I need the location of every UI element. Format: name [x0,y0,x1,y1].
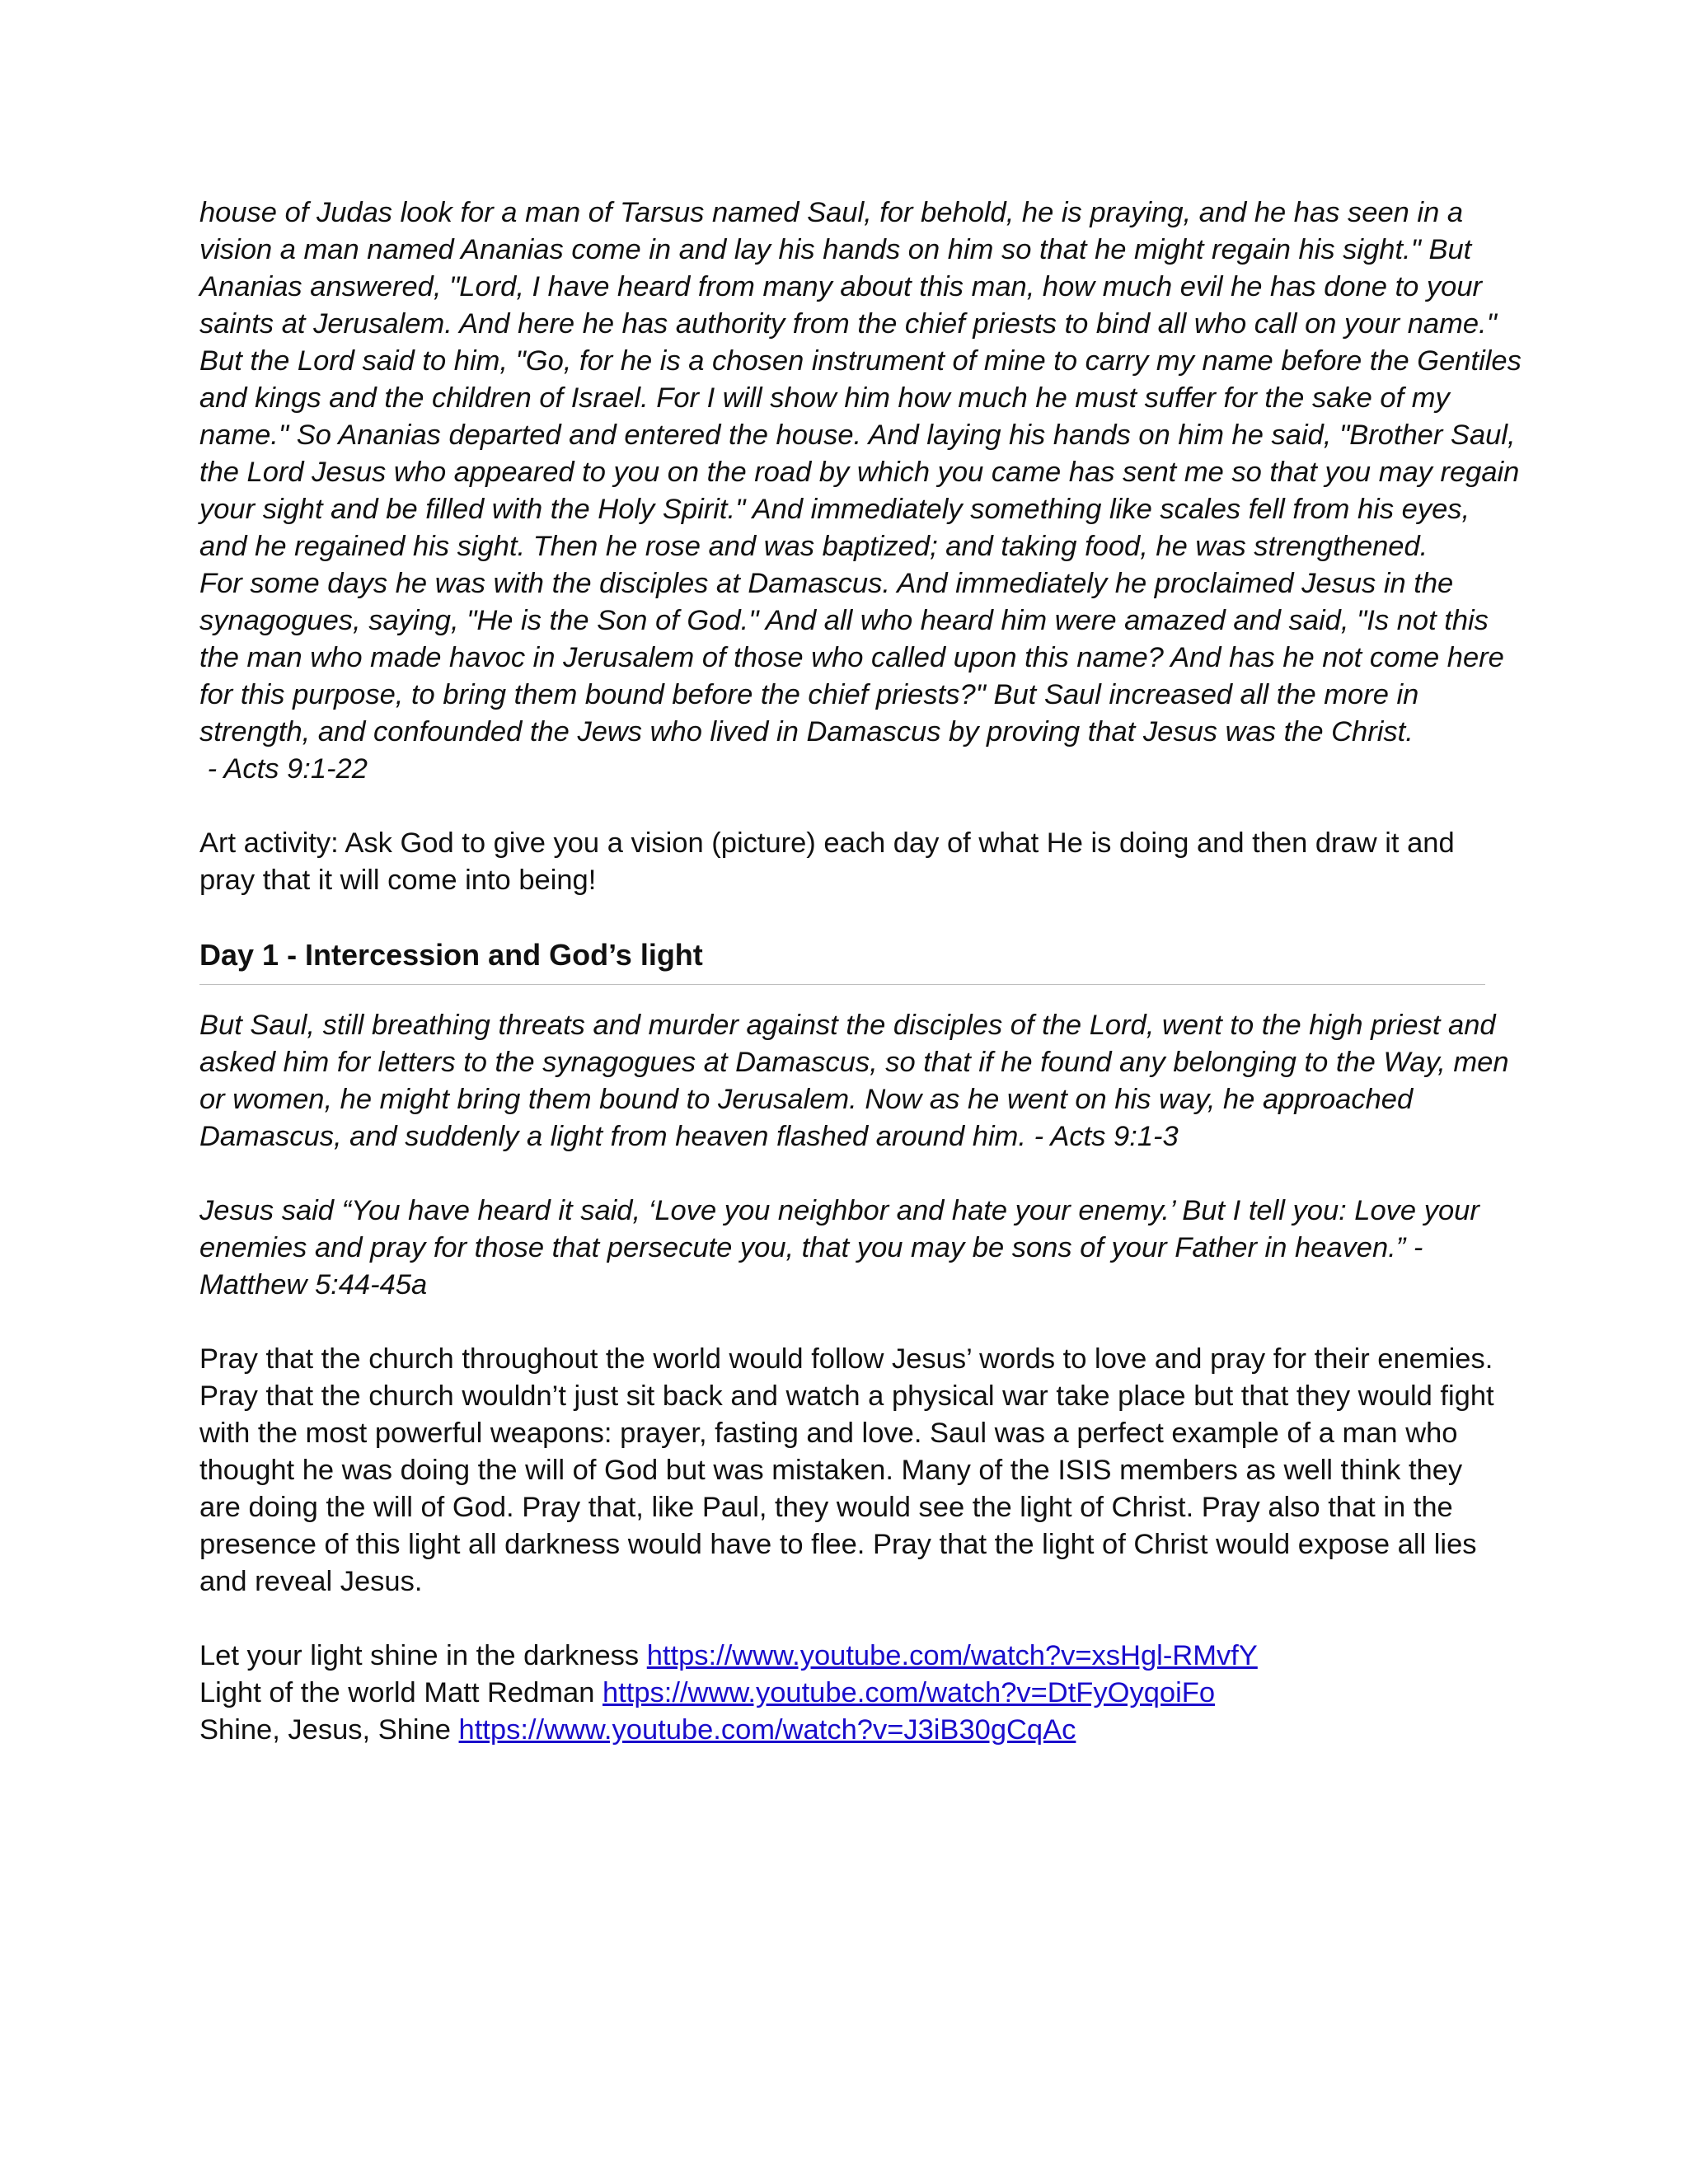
text-line: Matthew 5:44-45a [199,1269,428,1301]
text-line: thought he was doing the will of God but was mistaken. Many of the ISIS members as well think they [199,1455,1463,1486]
scripture-matthew [199,1193,1485,1304]
text-line: strength, and confounded the Jews who lived in Damascus by proving that Jesus was the Christ. [199,716,1414,748]
song-link[interactable]: https://www.youtube.com/watch?v=xsHgl-RMvfY [646,1640,1258,1671]
text-line: synagogues, saying, "He is the Son of God." And all who heard him were amazed and said, "Is not this [199,605,1489,636]
text-line: the Lord Jesus who appeared to you on the road by which you came has sent me so that you may regain [199,457,1520,488]
text-line: saints at Jerusalem. And here he has authority from the chief priests to bind all who call on your name." [199,308,1497,340]
text-line: house of Judas look for a man of Tarsus named Saul, for behold, he is praying, and he has seen in a [199,197,1464,228]
song-item [199,1675,1485,1712]
text-line: pray that it will come into being! [199,865,597,896]
text-line: asked him for letters to the synagogues at Damascus, so that if he found any belonging to the Way, men [199,1047,1509,1078]
text-line: vision a man named Ananias come in and lay his hands on him so that he might regain his sight." But [199,234,1472,265]
text-line: But the Lord said to him, "Go, for he is a chosen instrument of mine to carry my name before the Gentiles [199,345,1522,377]
text-line: Damascus, and suddenly a light from heaven flashed around him. - Acts 9:1-3 [199,1121,1179,1152]
spacer [199,788,1485,825]
text-line: enemies and pray for those that persecute you, that you may be sons of your Father in heaven.” - [199,1232,1423,1263]
text-line: the man who made havoc in Jerusalem of those who called upon this name? And has he not come here [199,642,1504,673]
spacer [199,1155,1485,1193]
song-link[interactable]: https://www.youtube.com/watch?v=J3iB30gCqAc [458,1714,1076,1746]
text-line: are doing the will of God. Pray that, like Paul, they would see the light of Christ. Pray also that in the [199,1492,1453,1523]
song-title: Light of the world Matt Redman [199,1677,603,1708]
text-line: name." So Ananias departed and entered the house. And laying his hands on him he said, "Brother Saul, [199,419,1516,451]
text-line: and he regained his sight. Then he rose and was baptized; and taking food, he was strengthened. [199,531,1428,562]
text-line: with the most powerful weapons: prayer, fasting and love. Saul was a perfect example of a man who [199,1418,1458,1449]
spacer [199,1304,1485,1341]
text-line: for this purpose, to bring them bound before the chief priests?" But Saul increased all the more in [199,679,1419,710]
text-line: Art activity: Ask God to give you a vision (picture) each day of what He is doing and then draw it and [199,827,1455,859]
text-line: Pray that the church wouldn’t just sit back and watch a physical war take place but that they would fight [199,1380,1494,1412]
song-link[interactable]: https://www.youtube.com/watch?v=DtFyOyqoiFo [603,1677,1216,1708]
scripture-continuation [199,194,1522,788]
text-line: and kings and the children of Israel. For I will show him how much he must suffer for the sake of my [199,382,1450,414]
document-page [199,194,1522,1749]
text-line: and reveal Jesus. [199,1566,423,1597]
text-line: or women, he might bring them bound to Jerusalem. Now as he went on his way, he approached [199,1084,1414,1115]
spacer [199,1601,1485,1638]
art-activity [199,825,1485,899]
song-item [199,1712,1485,1749]
song-item [199,1638,1485,1675]
text-line: presence of this light all darkness would have to flee. Pray that the light of Christ would expose all lies [199,1529,1477,1560]
text-line: Pray that the church throughout the world would follow Jesus’ words to love and pray for their enemies. [199,1343,1493,1375]
song-title: Shine, Jesus, Shine [199,1714,459,1746]
text-line: Ananias answered, "Lord, I have heard from many about this man, how much evil he has done to your [199,271,1483,302]
song-list [199,1638,1485,1749]
text-line: Jesus said “You have heard it said, ‘Love you neighbor and hate your enemy.’ But I tell you: Love your [199,1195,1479,1226]
song-title: Let your light shine in the darkness [199,1640,647,1671]
day1-heading: Day 1 - Intercession and God’s light [199,938,703,972]
text-line: But Saul, still breathing threats and murder against the disciples of the Lord, went to the high priest and [199,1010,1496,1041]
scripture-acts [199,1007,1509,1155]
prayer-paragraph [199,1341,1494,1601]
text-line: your sight and be filled with the Holy Spirit." And immediately something like scales fell from his eyes, [199,494,1470,525]
text-line: For some days he was with the disciples at Damascus. And immediately he proclaimed Jesus in the [199,568,1454,599]
scripture-reference: - Acts 9:1-22 [199,753,368,785]
section-divider [199,984,1485,985]
spacer [199,899,1485,936]
